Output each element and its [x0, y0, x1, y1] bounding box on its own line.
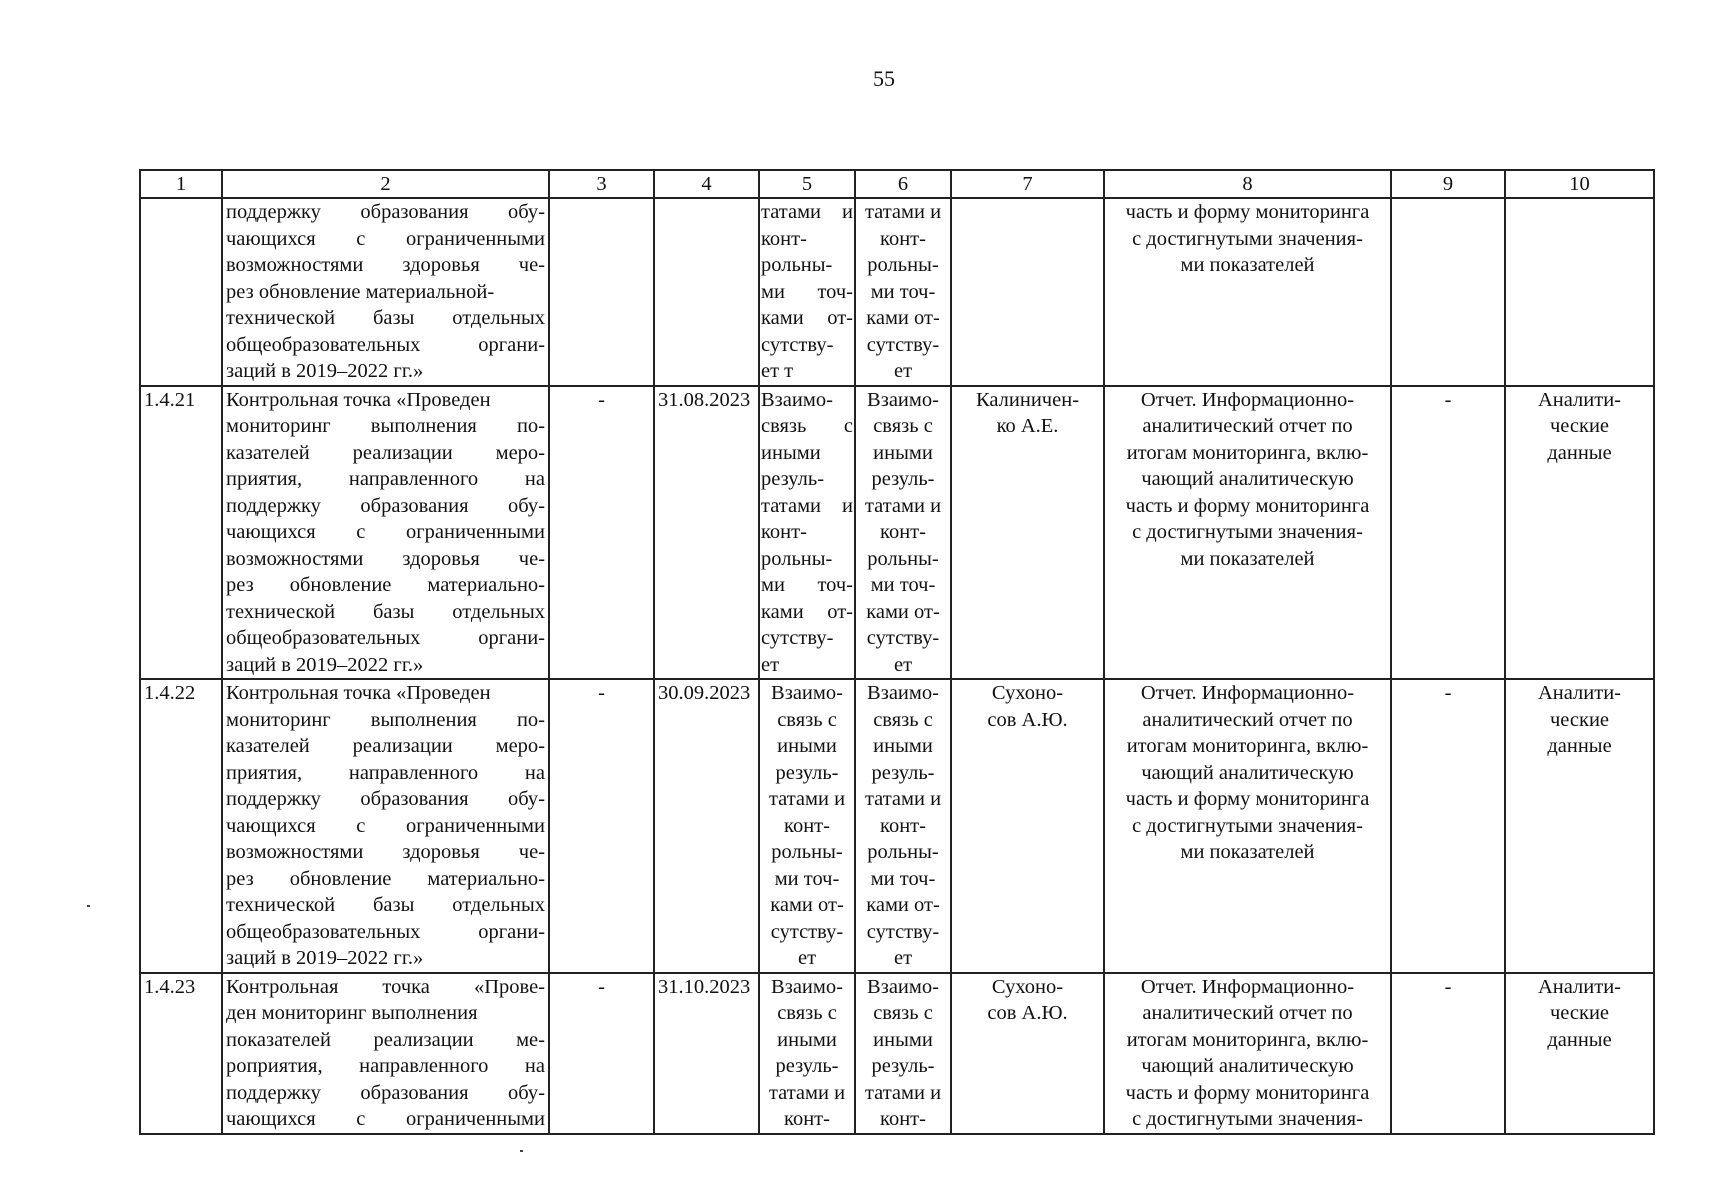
cell-line: аналитический отчет по [1142, 415, 1353, 437]
cell-line: рольны- [867, 547, 939, 570]
col3-cell: - [549, 973, 654, 1134]
relationship-cell [759, 679, 855, 973]
cell-line: конт- [761, 521, 807, 543]
cell-line: ческие [1549, 1002, 1610, 1024]
cell-line: приятия, направленного на [226, 468, 545, 490]
header-col-10: 10 [1505, 170, 1654, 198]
cell-line: мониторинг выполнения по- [226, 708, 545, 731]
cell-line: ми показателей [1180, 547, 1315, 570]
cell-line: поддержку образования обу- [226, 1081, 545, 1104]
col9-cell: - [1391, 386, 1505, 680]
description-cell [222, 386, 549, 680]
relationship-cell-2 [855, 198, 951, 386]
cell-line: часть и форму мониторинга [1125, 1081, 1370, 1104]
scan-speck [520, 1150, 523, 1152]
cell-line: Аналити- [1537, 682, 1621, 704]
cell-line: мониторинг выполнения по- [226, 415, 545, 437]
cell-line: Взаимо- [771, 975, 843, 998]
cell-line: сов А.Ю. [987, 708, 1068, 731]
cell-line: связь с [873, 415, 933, 437]
cell-line: ческие [1549, 708, 1610, 731]
cell-line: резуль- [775, 1055, 839, 1077]
item-number-cell: 1.4.23 [140, 973, 222, 1134]
cell-line: связь с [777, 1002, 837, 1024]
cell-line: ет т [761, 360, 794, 382]
cell-line: иными [777, 735, 837, 757]
cell-line: Отчет. Информационно- [1140, 388, 1355, 411]
description-cell [222, 198, 549, 386]
cell-line: аналитический отчет по [1142, 1002, 1353, 1024]
cell-line: показателей реализации ме- [226, 1028, 545, 1051]
cell-line: ми точ- [870, 867, 936, 890]
scan-speck [87, 905, 90, 907]
cell-line: резуль- [775, 761, 839, 784]
cell-line: технической базы отдельных [226, 307, 545, 329]
item-number-cell: 1.4.22 [140, 679, 222, 973]
relationship-cell-2 [855, 679, 951, 973]
table-row [140, 973, 1654, 1134]
cell-line: татами и [761, 201, 853, 223]
cell-line: чающихся с ограниченными [226, 1108, 545, 1130]
cell-line: ками от- [770, 894, 844, 916]
cell-line: ет [893, 947, 913, 969]
cell-line: заций в 2019–2022 гг.» [226, 360, 424, 382]
item-number-cell: 1.4.21 [140, 386, 222, 680]
cell-line: ден мониторинг выполнения [226, 1002, 478, 1024]
header-col-8: 8 [1104, 170, 1391, 198]
cell-line: поддержку образования обу- [226, 788, 545, 810]
cell-line: Взаимо- [867, 388, 939, 411]
cell-line: Взаимо- [761, 388, 833, 411]
cell-line: общеобразовательных органи- [226, 333, 545, 356]
deadline-date-cell: 30.09.2023 [654, 679, 759, 973]
cell-line: сутству- [866, 627, 940, 649]
deadline-date-cell [654, 198, 759, 386]
description-cell [222, 679, 549, 973]
cell-line: возможностями здоровья че- [226, 841, 545, 863]
cell-line: иными [873, 735, 933, 757]
cell-line: сов А.Ю. [987, 1002, 1068, 1024]
cell-line: общеобразовательных органи- [226, 627, 545, 649]
cell-line: резуль- [871, 468, 935, 490]
cell-line: часть и форму мониторинга [1125, 201, 1370, 223]
cell-line: Контрольная точка «Прове- [226, 975, 545, 998]
col3-cell: - [549, 679, 654, 973]
col9-cell: - [1391, 679, 1505, 973]
cell-line: сутству- [761, 333, 834, 356]
header-col-7: 7 [951, 170, 1104, 198]
cell-line: татами и [768, 1081, 846, 1104]
cell-line: ет [893, 360, 913, 382]
header-col-9: 9 [1391, 170, 1505, 198]
cell-line: сутству- [761, 627, 834, 649]
cell-line: часть и форму мониторинга [1125, 788, 1370, 810]
cell-line: Контрольная точка «Проведен [226, 388, 491, 411]
relationship-cell-2 [855, 973, 951, 1134]
responsible-cell [951, 386, 1104, 680]
table-body [140, 198, 1654, 1134]
cell-line: казателей реализации меро- [226, 441, 545, 464]
cell-line: связь с [873, 1002, 933, 1024]
cell-line: рез обновление материально- [226, 867, 545, 890]
cell-line: Взаимо- [771, 682, 843, 704]
cell-line: чающихся с ограниченными [226, 521, 545, 543]
header-col-3: 3 [549, 170, 654, 198]
col3-cell: - [549, 386, 654, 680]
cell-line: конт- [880, 1108, 926, 1130]
report-cell [1104, 679, 1391, 973]
cell-line: чающихся с ограниченными [226, 814, 545, 837]
cell-line: рез обновление материально- [226, 574, 545, 596]
cell-line: ческие [1549, 415, 1610, 437]
cell-line: ми точ- [761, 280, 853, 303]
cell-line: казателей реализации меро- [226, 735, 545, 757]
cell-line: возможностями здоровья че- [226, 254, 545, 276]
cell-line: татами и [864, 1081, 942, 1104]
cell-line: ками от- [866, 894, 940, 916]
cell-line: ками от- [866, 600, 940, 623]
description-cell [222, 973, 549, 1134]
cell-line: резуль- [871, 1055, 935, 1077]
cell-line: ет [761, 653, 780, 676]
cell-line: с достигнутыми значения- [1132, 814, 1363, 837]
table-row [140, 386, 1654, 680]
cell-line: с достигнутыми значения- [1132, 227, 1363, 250]
cell-line: чающий аналитическую [1141, 1055, 1354, 1077]
cell-line: Взаимо- [867, 682, 939, 704]
cell-line: приятия, направленного на [226, 761, 545, 784]
cell-line: с достигнутыми значения- [1132, 521, 1363, 543]
cell-line: рольны- [761, 547, 833, 570]
cell-line: рольны- [761, 254, 833, 276]
cell-line: чающий аналитическую [1141, 468, 1354, 490]
cell-line: ми точ- [774, 867, 840, 890]
plan-table [139, 169, 1655, 1135]
cell-line: чающихся с ограниченными [226, 227, 545, 250]
cell-line: сутству- [866, 333, 940, 356]
cell-line: ми точ- [870, 280, 936, 303]
cell-line: данные [1547, 441, 1612, 464]
cell-line: Отчет. Информационно- [1140, 682, 1355, 704]
cell-line: поддержку образования обу- [226, 201, 545, 223]
table-header [140, 170, 1654, 198]
cell-line: Взаимо- [867, 975, 939, 998]
cell-line: резуль- [871, 761, 935, 784]
cell-line: рольны- [867, 254, 939, 276]
cell-line: итогам мониторинга, вклю- [1126, 735, 1369, 757]
cell-line: конт- [784, 814, 830, 837]
cell-line: ет [893, 653, 913, 676]
cell-line: конт- [761, 227, 807, 250]
cell-line: ми показателей [1180, 254, 1315, 276]
cell-line: рольны- [771, 841, 843, 863]
deadline-date-cell: 31.10.2023 [654, 973, 759, 1134]
cell-line: данные [1547, 1028, 1612, 1051]
cell-line: связь с [777, 708, 837, 731]
cell-line: Сухоно- [991, 975, 1064, 998]
deadline-date-cell: 31.08.2023 [654, 386, 759, 680]
cell-line: ет [797, 947, 817, 969]
cell-line: иными [777, 1028, 837, 1051]
cell-line: татами и [864, 201, 942, 223]
cell-line: сутству- [866, 920, 940, 943]
cell-line: технической базы отдельных [226, 600, 545, 623]
cell-line: ками от- [866, 307, 940, 329]
responsible-cell [951, 973, 1104, 1134]
header-col-2: 2 [222, 170, 549, 198]
data-type-cell [1505, 198, 1654, 386]
cell-line: иными [873, 1028, 933, 1051]
cell-line: ками от- [761, 307, 853, 329]
cell-line: конт- [880, 814, 926, 837]
cell-line: Отчет. Информационно- [1140, 975, 1355, 998]
report-cell [1104, 973, 1391, 1134]
cell-line: с достигнутыми значения- [1132, 1108, 1363, 1130]
cell-line: иными [873, 441, 933, 464]
cell-line: итогам мониторинга, вклю- [1126, 1028, 1369, 1051]
cell-line: итогам мониторинга, вклю- [1126, 441, 1369, 464]
data-type-cell [1505, 973, 1654, 1134]
cell-line: ками от- [761, 600, 853, 623]
table-row [140, 198, 1654, 386]
cell-line: Аналити- [1537, 975, 1621, 998]
cell-line: часть и форму мониторинга [1125, 494, 1370, 517]
responsible-cell [951, 198, 1104, 386]
relationship-cell-2 [855, 386, 951, 680]
cell-line: татами и [761, 494, 853, 517]
cell-line: рез обновление материальной- [226, 280, 495, 303]
cell-line: Сухоно- [991, 682, 1064, 704]
item-number-cell [140, 198, 222, 386]
cell-line: Аналити- [1537, 388, 1621, 411]
cell-line: возможностями здоровья че- [226, 547, 545, 570]
cell-line: чающий аналитическую [1141, 761, 1354, 784]
report-cell [1104, 198, 1391, 386]
cell-line: технической базы отдельных [226, 894, 545, 916]
cell-line: иными [761, 441, 821, 464]
cell-line: данные [1547, 735, 1612, 757]
header-col-5: 5 [759, 170, 855, 198]
cell-line: конт- [880, 227, 926, 250]
cell-line: резуль- [761, 468, 825, 490]
header-col-1: 1 [140, 170, 222, 198]
header-row [140, 170, 1654, 198]
cell-line: связь с [761, 415, 853, 437]
cell-line: аналитический отчет по [1142, 708, 1353, 731]
cell-line: Калиничен- [975, 388, 1080, 411]
cell-line: татами и [864, 788, 942, 810]
relationship-cell [759, 386, 855, 680]
responsible-cell [951, 679, 1104, 973]
header-col-6: 6 [855, 170, 951, 198]
relationship-cell [759, 973, 855, 1134]
cell-line: ми точ- [761, 574, 853, 596]
col9-cell [1391, 198, 1505, 386]
relationship-cell [759, 198, 855, 386]
cell-line: ко А.Е. [996, 415, 1059, 437]
cell-line: ми показателей [1180, 841, 1315, 863]
data-type-cell [1505, 386, 1654, 680]
page-number: 55 [873, 66, 895, 91]
cell-line: татами и [864, 494, 942, 517]
data-type-cell [1505, 679, 1654, 973]
report-cell [1104, 386, 1391, 680]
cell-line: рольны- [867, 841, 939, 863]
cell-line: Контрольная точка «Проведен [226, 682, 491, 704]
cell-line: заций в 2019–2022 гг.» [226, 947, 424, 969]
cell-line: общеобразовательных органи- [226, 920, 545, 943]
cell-line: ми точ- [870, 574, 936, 596]
header-col-4: 4 [654, 170, 759, 198]
cell-line: сутству- [770, 920, 844, 943]
cell-line: поддержку образования обу- [226, 494, 545, 517]
col9-cell: - [1391, 973, 1505, 1134]
table-row [140, 679, 1654, 973]
cell-line: конт- [784, 1108, 830, 1130]
col3-cell [549, 198, 654, 386]
cell-line: конт- [880, 521, 926, 543]
cell-line: роприятия, направленного на [226, 1055, 545, 1077]
cell-line: татами и [768, 788, 846, 810]
cell-line: заций в 2019–2022 гг.» [226, 653, 424, 676]
cell-line: связь с [873, 708, 933, 731]
